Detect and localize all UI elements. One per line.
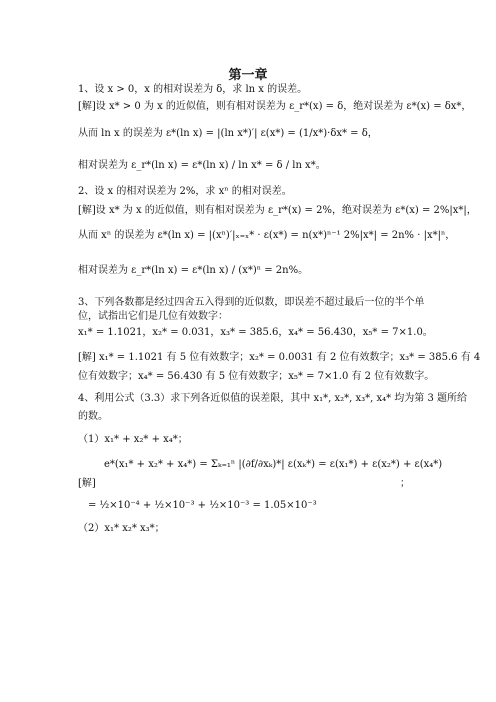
problem-4-item-1: （1）x₁* + x₂* + x₄*； [78,434,188,445]
problem-1-solution-line-3: 相对误差为 ε_r*(ln x) = ε*(ln x) / ln x* = δ / ln x*。 [78,160,326,171]
problem-4-question-line-1: 4、利用公式（3.3）求下列各近似值的误差限，其中 x₁*, x₂*, x₃*, x₄* 均为第 3 题所给 [78,393,468,404]
problem-2-solution-line-2: 从而 xⁿ 的误差为 ε*(ln x) = |(xⁿ)′|ₓ₌ₓ* · ε(x*) = n(x*)ⁿ⁻¹ 2%|x*| = 2n% · |x*|ⁿ， [78,230,456,241]
problem-3-answer-line-2: 位有效数字；x₄* = 56.430 有 5 位有效数字；x₅* = 7×1.0 有 2 位有效数字。 [78,371,435,382]
problem-1-solution-line-1: [解]设 x* > 0 为 x 的近似值，则有相对误差为 ε_r*(x) = δ，绝对误差为 ε*(x) = δx*， [78,101,472,112]
problem-3-question-line-2: 位，试指出它们是几位有效数字： [78,311,228,322]
problem-4-equation-line-1: e*(x₁* + x₂* + x₄*) = Σₖ₌₁ⁿ |(∂f/∂xₖ)*| ε(xₖ*) = ε(x₁*) + ε(x₂*) + ε(x₄*) [104,459,443,470]
problem-3-answer-line-1: [解] x₁* = 1.1021 有 5 位有效数字；x₂* = 0.0031 有 2 位有效数字；x₃* = 385.6 有 4 [78,352,481,363]
problem-1-solution-line-2: 从而 ln x 的误差为 ε*(ln x) = |(ln x*)′| ε(x*) = (1/x*)·δx* = δ， [78,128,378,139]
problem-2-solution-line-1: [解]设 x* 为 x 的近似值，则有相对误差为 ε_r*(x) = 2%，绝对误差为 ε*(x) = 2%|x*|， [78,205,477,216]
chapter-title: 第一章 [228,68,268,83]
problem-4-solution-label: [解] [78,478,96,489]
problem-2-solution-line-3: 相对误差为 ε_r*(ln x) = ε*(ln x) / (x*)ⁿ = 2n%。 [78,265,309,276]
problem-3-question-line-1: 3、下列各数都是经过四舍五入得到的近似数，即误差不超过最后一位的半个单 [78,297,425,308]
problem-2-question: 2、设 x 的相对误差为 2%，求 xⁿ 的相对误差。 [78,186,292,197]
problem-4-equation-end: ； [400,478,410,489]
problem-3-values: x₁* = 1.1021，x₂* = 0.031，x₃* = 385.6，x₄* = 56.430，x₅* = 7×1.0。 [78,327,433,338]
problem-4-question-line-2: 的数。 [78,411,108,422]
problem-4-item-2: （2）x₁* x₂* x₃*； [78,523,165,534]
problem-1-question: 1、设 x > 0，x 的相对误差为 δ，求 ln x 的误差。 [78,84,308,95]
problem-4-equation-line-2: = ½×10⁻⁴ + ½×10⁻³ + ½×10⁻³ = 1.05×10⁻³ [88,500,317,511]
